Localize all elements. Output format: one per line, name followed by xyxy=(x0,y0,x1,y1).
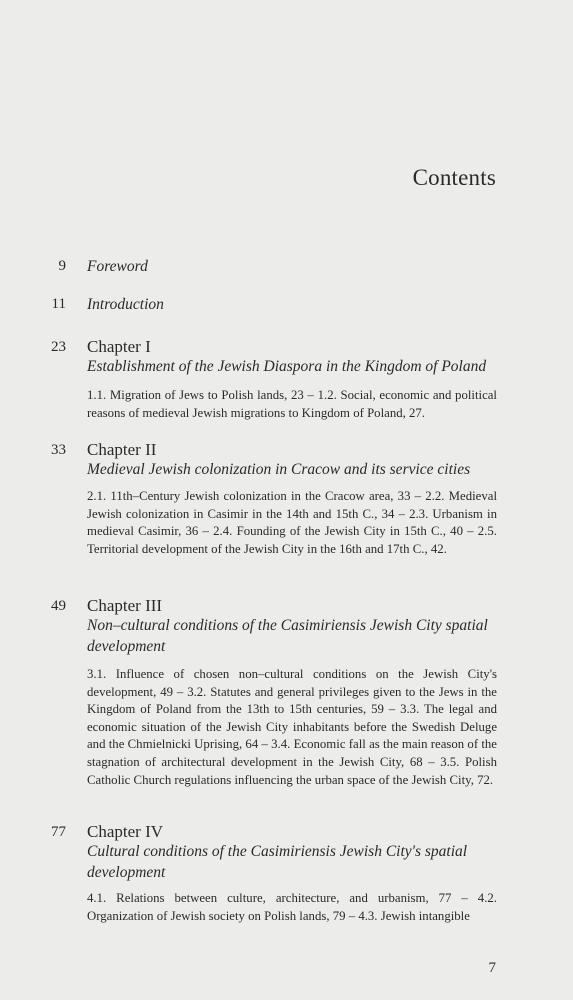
chapter-subtitle: Establishment of the Jewish Diaspora in the Kingdom of Poland xyxy=(87,358,487,375)
page-title: Contents xyxy=(412,165,496,191)
page-number: 23 xyxy=(51,339,66,355)
page-number: 11 xyxy=(51,296,66,312)
chapter-subtitle: Medieval Jewish colonization in Cracow and its service cities xyxy=(87,461,471,478)
chapter-label: Chapter IV xyxy=(87,822,164,841)
chapter-description: 4.1. Relations between culture, architecture, and urbanism, 77 – 4.2. Organization of Jewish society on Polish lands, 79 – 4.3. Jewish intangible xyxy=(87,891,497,923)
entry-title: Introduction xyxy=(87,296,164,313)
chapter-description: 1.1. Migration of Jews to Polish lands, 23 – 1.2. Social, economic and political reasons of medieval Jewish migrations to Kingdom of Poland, 27. xyxy=(87,388,497,420)
chapter-label: Chapter I xyxy=(87,337,151,356)
page-number: 33 xyxy=(51,442,66,458)
page-number: 77 xyxy=(51,824,66,840)
page-folio: 7 xyxy=(488,960,496,976)
chapter-description: 2.1. 11th–Century Jewish colonization in the Cracow area, 33 – 2.2. Medieval Jewish colonization in Casimir in the 14th and 15th C., 34 – 2.3. Urbanism in medieval Casimir, 36 – 2.4. Founding of the Jewish City in 15th C., 40 – 2.5. Territorial development of the Jewish City in the 16th and 17th C., 42. xyxy=(87,489,497,556)
chapter-label: Chapter II xyxy=(87,440,157,459)
chapter-description: 3.1. Influence of chosen non–cultural conditions on the Jewish City's development, 49 – 3.2. Statutes and general privileges given to the Jews in the Kingdom of Poland from the 13th to 15th centuries, 59 – 3.3. The legal and economic situation of the Jewish City inhabitants before the Swedish Deluge and the Chmielnicki Uprising, 64 – 3.4. Economic fall as the main reason of the stagnation of architectural development in the Jewish City, 68 – 3.5. Polish Catholic Church regulations influencing the urban space of the Jewish City, 72. xyxy=(87,667,497,787)
chapter-subtitle: Non–cultural conditions of the Casimiriensis Jewish City spatial development xyxy=(87,617,488,655)
page-number: 9 xyxy=(58,258,66,274)
chapter-label: Chapter III xyxy=(87,596,163,615)
page-number: 49 xyxy=(51,598,66,614)
chapter-subtitle: Cultural conditions of the Casimiriensis Jewish City's spatial development xyxy=(87,843,468,881)
entry-title: Foreword xyxy=(87,258,148,275)
